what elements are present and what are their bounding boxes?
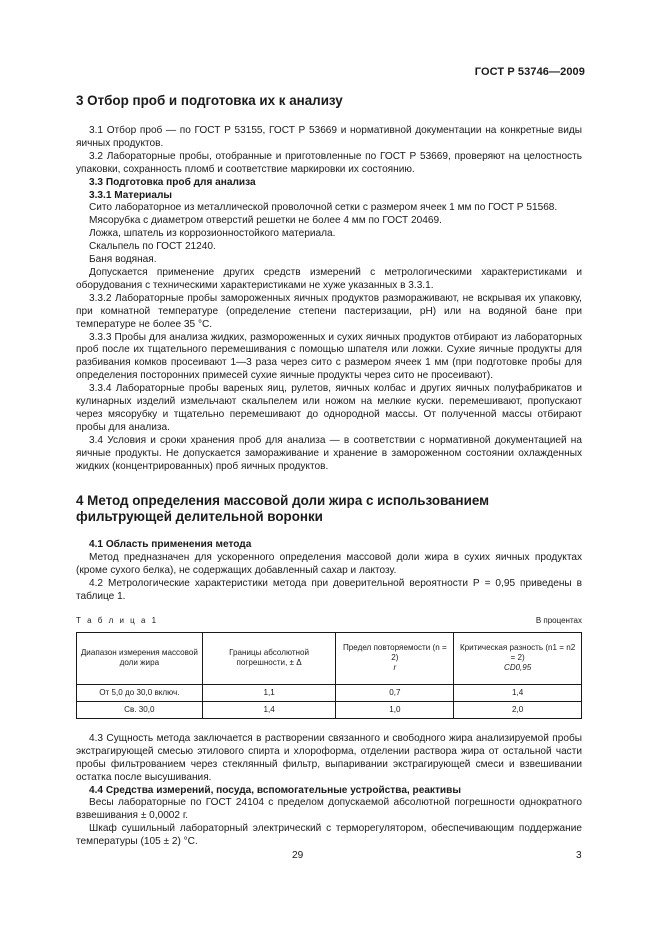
- table-row: [77, 701, 582, 718]
- section-4-title: 4 Метод определения массовой доли жира с использованием фильтрующей делительной воронки: [76, 493, 490, 525]
- paragraph-4-2: 4.2 Метрологические характеристики метода при доверительной вероятности Р = 0,95 приведены в таблице 1.: [76, 578, 582, 603]
- paragraph-3-2: 3.2 Лабораторные пробы, отобранные и приготовленные по ГОСТ Р 53669, проверяют на целостность упаковки, сохранность пломб и соответствие маркировки их состоянию.: [76, 150, 582, 175]
- symbol-cd: CD0,95: [504, 663, 532, 673]
- paragraph-3-3-4: 3.3.4 Лабораторные пробы вареных яиц, рулетов, яичных колбас и других яичных полуфабрикатов и кулинарных изделий измельчают скальпелем или ножом на мелкие куски. перемешивают, пропускают через мясорубку и тщательно перемешивают до однородной массы. От полученной массы отбирают пробы для анализа.: [76, 383, 582, 433]
- metrology-table: [76, 632, 582, 719]
- paragraph-4-3: 4.3 Сущность метода заключается в растворении связанного и свободного жира анализируемой пробы экстрагирующей смесью этилового спирта и хлороформа, отделении раствора жира от остальной части пробы фильтрованием через стеклянный фильтр, выпаривании экстрагирующей смеси и взвешивании остатка после высушивания.: [76, 732, 582, 783]
- table-caption-row: [76, 615, 582, 628]
- material-item: Мясорубка с диаметром отверстий решетки не более 4 мм по ГОСТ 20469.: [89, 215, 442, 227]
- paragraph-3-1: 3.1 Отбор проб — по ГОСТ Р 53155, ГОСТ Р 53669 и нормативной документации на конкретные виды яичных продуктов.: [76, 125, 582, 149]
- material-item: Баня водяная.: [89, 254, 157, 266]
- material-item: Сито лабораторное из металлической проволочной сетки с размером ячеек 1 мм по ГОСТ Р 51568.: [89, 202, 558, 214]
- header-critical-difference: Критическая разность (n1 = n2 = 2) CD0,95: [454, 632, 582, 684]
- table-cell: 1,4: [202, 701, 336, 718]
- symbol-r: r: [393, 663, 397, 673]
- standard-header: ГОСТ Р 53746—2009: [474, 66, 585, 78]
- material-item: Скальпель по ГОСТ 21240.: [89, 241, 216, 253]
- table-cell: 1,1: [202, 684, 336, 701]
- paragraph-4-4a: Весы лабораторные по ГОСТ 24104 с пределом допускаемой абсолютной погрешности однократного взвешивания ± 0,0002 г.: [76, 797, 582, 822]
- paragraph-3-3-2: 3.3.2 Лабораторные пробы замороженных яичных продуктов размораживают, не вскрывая их упаковку, при комнатной температуре (определение степени пастеризации, рН) или на водяной бане при температуре не более 35 °С.: [76, 292, 582, 330]
- heading-3-3-1: 3.3.1 Материалы: [89, 189, 172, 201]
- page-number-center: 29: [292, 850, 304, 861]
- heading-4-1: 4.1 Область применения метода: [89, 539, 252, 551]
- table-cell: 1,4: [454, 684, 582, 701]
- header-range: Диапазон измерения массовой доли жира: [77, 632, 203, 684]
- heading-4-4: 4.4 Средства измерений, посуда, вспомогательные устройства, реактивы: [89, 784, 461, 796]
- material-item: Ложка, шпатель из коррозионностойкого материала.: [89, 228, 336, 240]
- table-header-row: [77, 632, 582, 684]
- table-units: В процентах: [535, 616, 582, 625]
- paragraph-4-4b: Шкаф сушильный лабораторный электрический с терморегулятором, обеспечивающим поддержание температуры (105 ± 2) °С.: [76, 823, 582, 848]
- table-cell: 0,7: [336, 684, 454, 701]
- page-number-right: 3: [576, 850, 582, 861]
- header-error: Границы абсолютной погрешности, ± Δ: [202, 632, 336, 684]
- table-cell: 1,0: [336, 701, 454, 718]
- table-cell: От 5,0 до 30,0 включ.: [77, 684, 203, 701]
- paragraph-3-3-3: 3.3.3 Пробы для анализа жидких, размороженных и сухих яичных продуктов отбирают из лабораторных проб после их тщательного перемешивания с помощью шпателя или ложки. Сухие яичные продукты для разбивания комков просеивают 1—3 раза через сито с размером ячеек 1 мм (при подготовке пробы для определения посторонних примесей сухие яичные продукты через сито не просеивают).: [76, 331, 582, 382]
- table-cell: 2,0: [454, 701, 582, 718]
- table-caption: Т а б л и ц а 1: [76, 616, 159, 625]
- paragraph-3-4: 3.4 Условия и сроки хранения проб для анализа — в соответствии с нормативной документацией на яичные продукты. Не допускается замораживание и хранение в замороженном состоянии охлажденных жидких (концентрированных) проб яичных продуктов.: [76, 434, 582, 472]
- section-3-title: 3 Отбор проб и подготовка их к анализу: [76, 93, 343, 108]
- paragraph-allowed: Допускается применение других средств измерений с метрологическими характеристиками и оборудования с техническими характеристиками не хуже указанных в 3.3.1.: [76, 266, 582, 291]
- table-row: [77, 684, 582, 701]
- heading-3-3: 3.3 Подготовка проб для анализа: [89, 176, 256, 188]
- page-content: [76, 93, 582, 849]
- header-repeatability: Предел повторяемости (n = 2) r: [336, 632, 454, 684]
- table-cell: Св. 30,0: [77, 701, 203, 718]
- paragraph-4-1: Метод предназначен для ускоренного определения массовой доли жира в сухих яичных продуктах (кроме сухого белка), не содержащих добавленный сахар и лактозу.: [76, 552, 582, 577]
